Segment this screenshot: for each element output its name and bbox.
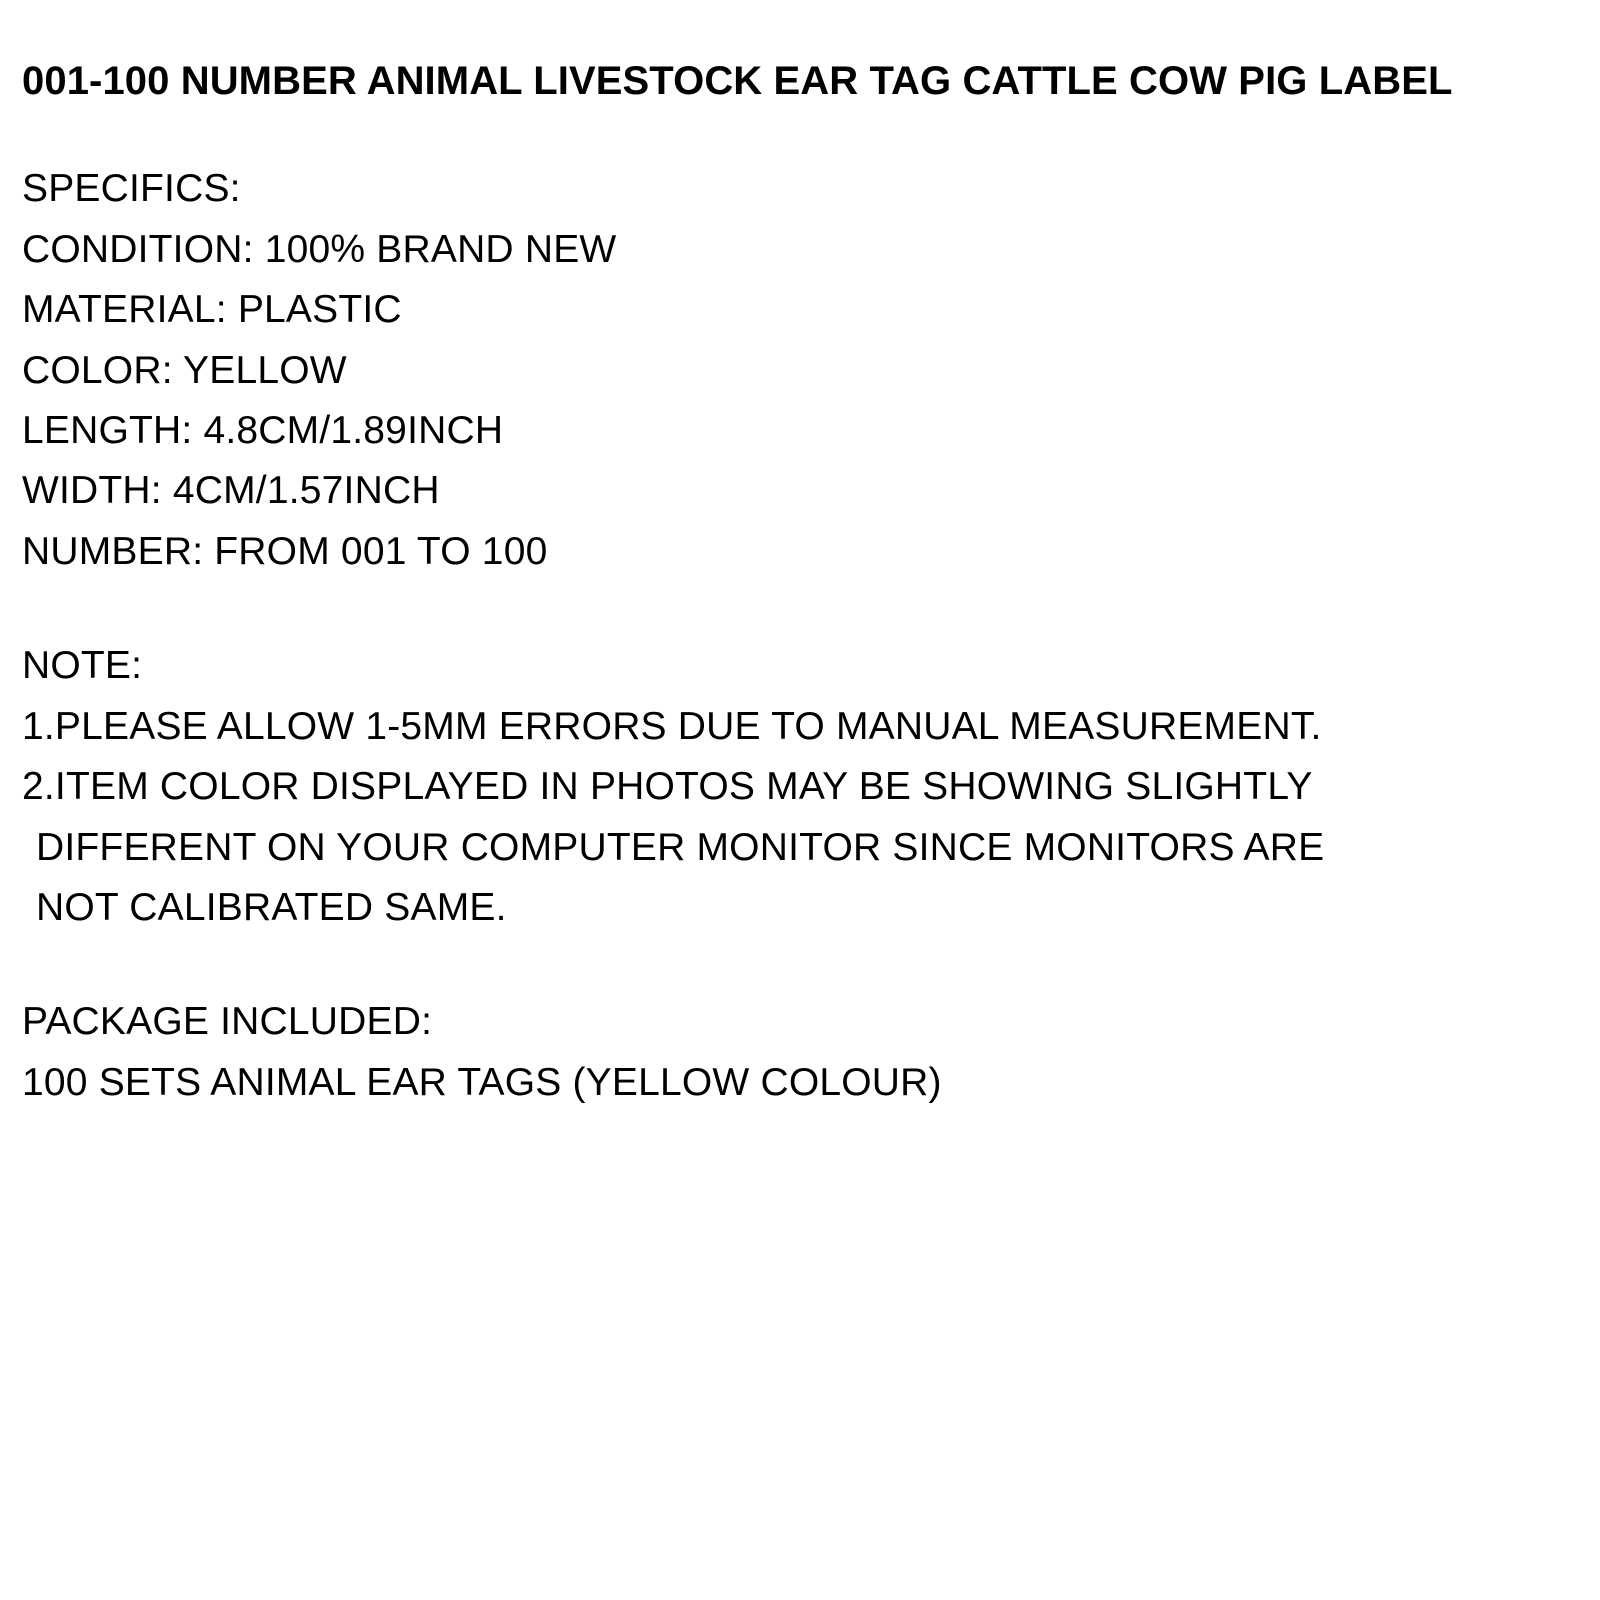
note-item-2-cont-1: DIFFERENT ON YOUR COMPUTER MONITOR SINCE MONITORS ARE <box>36 825 1325 869</box>
spec-width: WIDTH: 4CM/1.57INCH <box>22 469 440 513</box>
note-item-2: 2.ITEM COLOR DISPLAYED IN PHOTOS MAY BE SHOWING SLIGHTLY <box>22 765 1313 809</box>
spec-number: NUMBER: FROM 001 TO 100 <box>22 529 548 573</box>
spec-condition: CONDITION: 100% BRAND NEW <box>22 227 617 271</box>
spec-length: LENGTH: 4.8CM/1.89INCH <box>22 408 504 452</box>
spec-material: MATERIAL: PLASTIC <box>22 288 402 332</box>
spec-color: COLOR: YELLOW <box>22 348 347 392</box>
note-section <box>22 636 1578 938</box>
specifics-section <box>22 159 1578 582</box>
specifics-heading: SPECIFICS: <box>22 167 241 211</box>
note-heading: NOTE: <box>22 644 143 688</box>
page-title: 001-100 NUMBER ANIMAL LIVESTOCK EAR TAG CATTLE COW PIG LABEL <box>22 59 1453 103</box>
package-heading: PACKAGE INCLUDED: <box>22 1000 433 1044</box>
package-contents: 100 SETS ANIMAL EAR TAGS (YELLOW COLOUR) <box>22 1060 942 1104</box>
package-section <box>22 992 1578 1113</box>
note-item-2-cont-2: NOT CALIBRATED SAME. <box>36 886 507 929</box>
note-item-1: 1.PLEASE ALLOW 1-5MM ERRORS DUE TO MANUAL MEASUREMENT. <box>22 704 1322 748</box>
